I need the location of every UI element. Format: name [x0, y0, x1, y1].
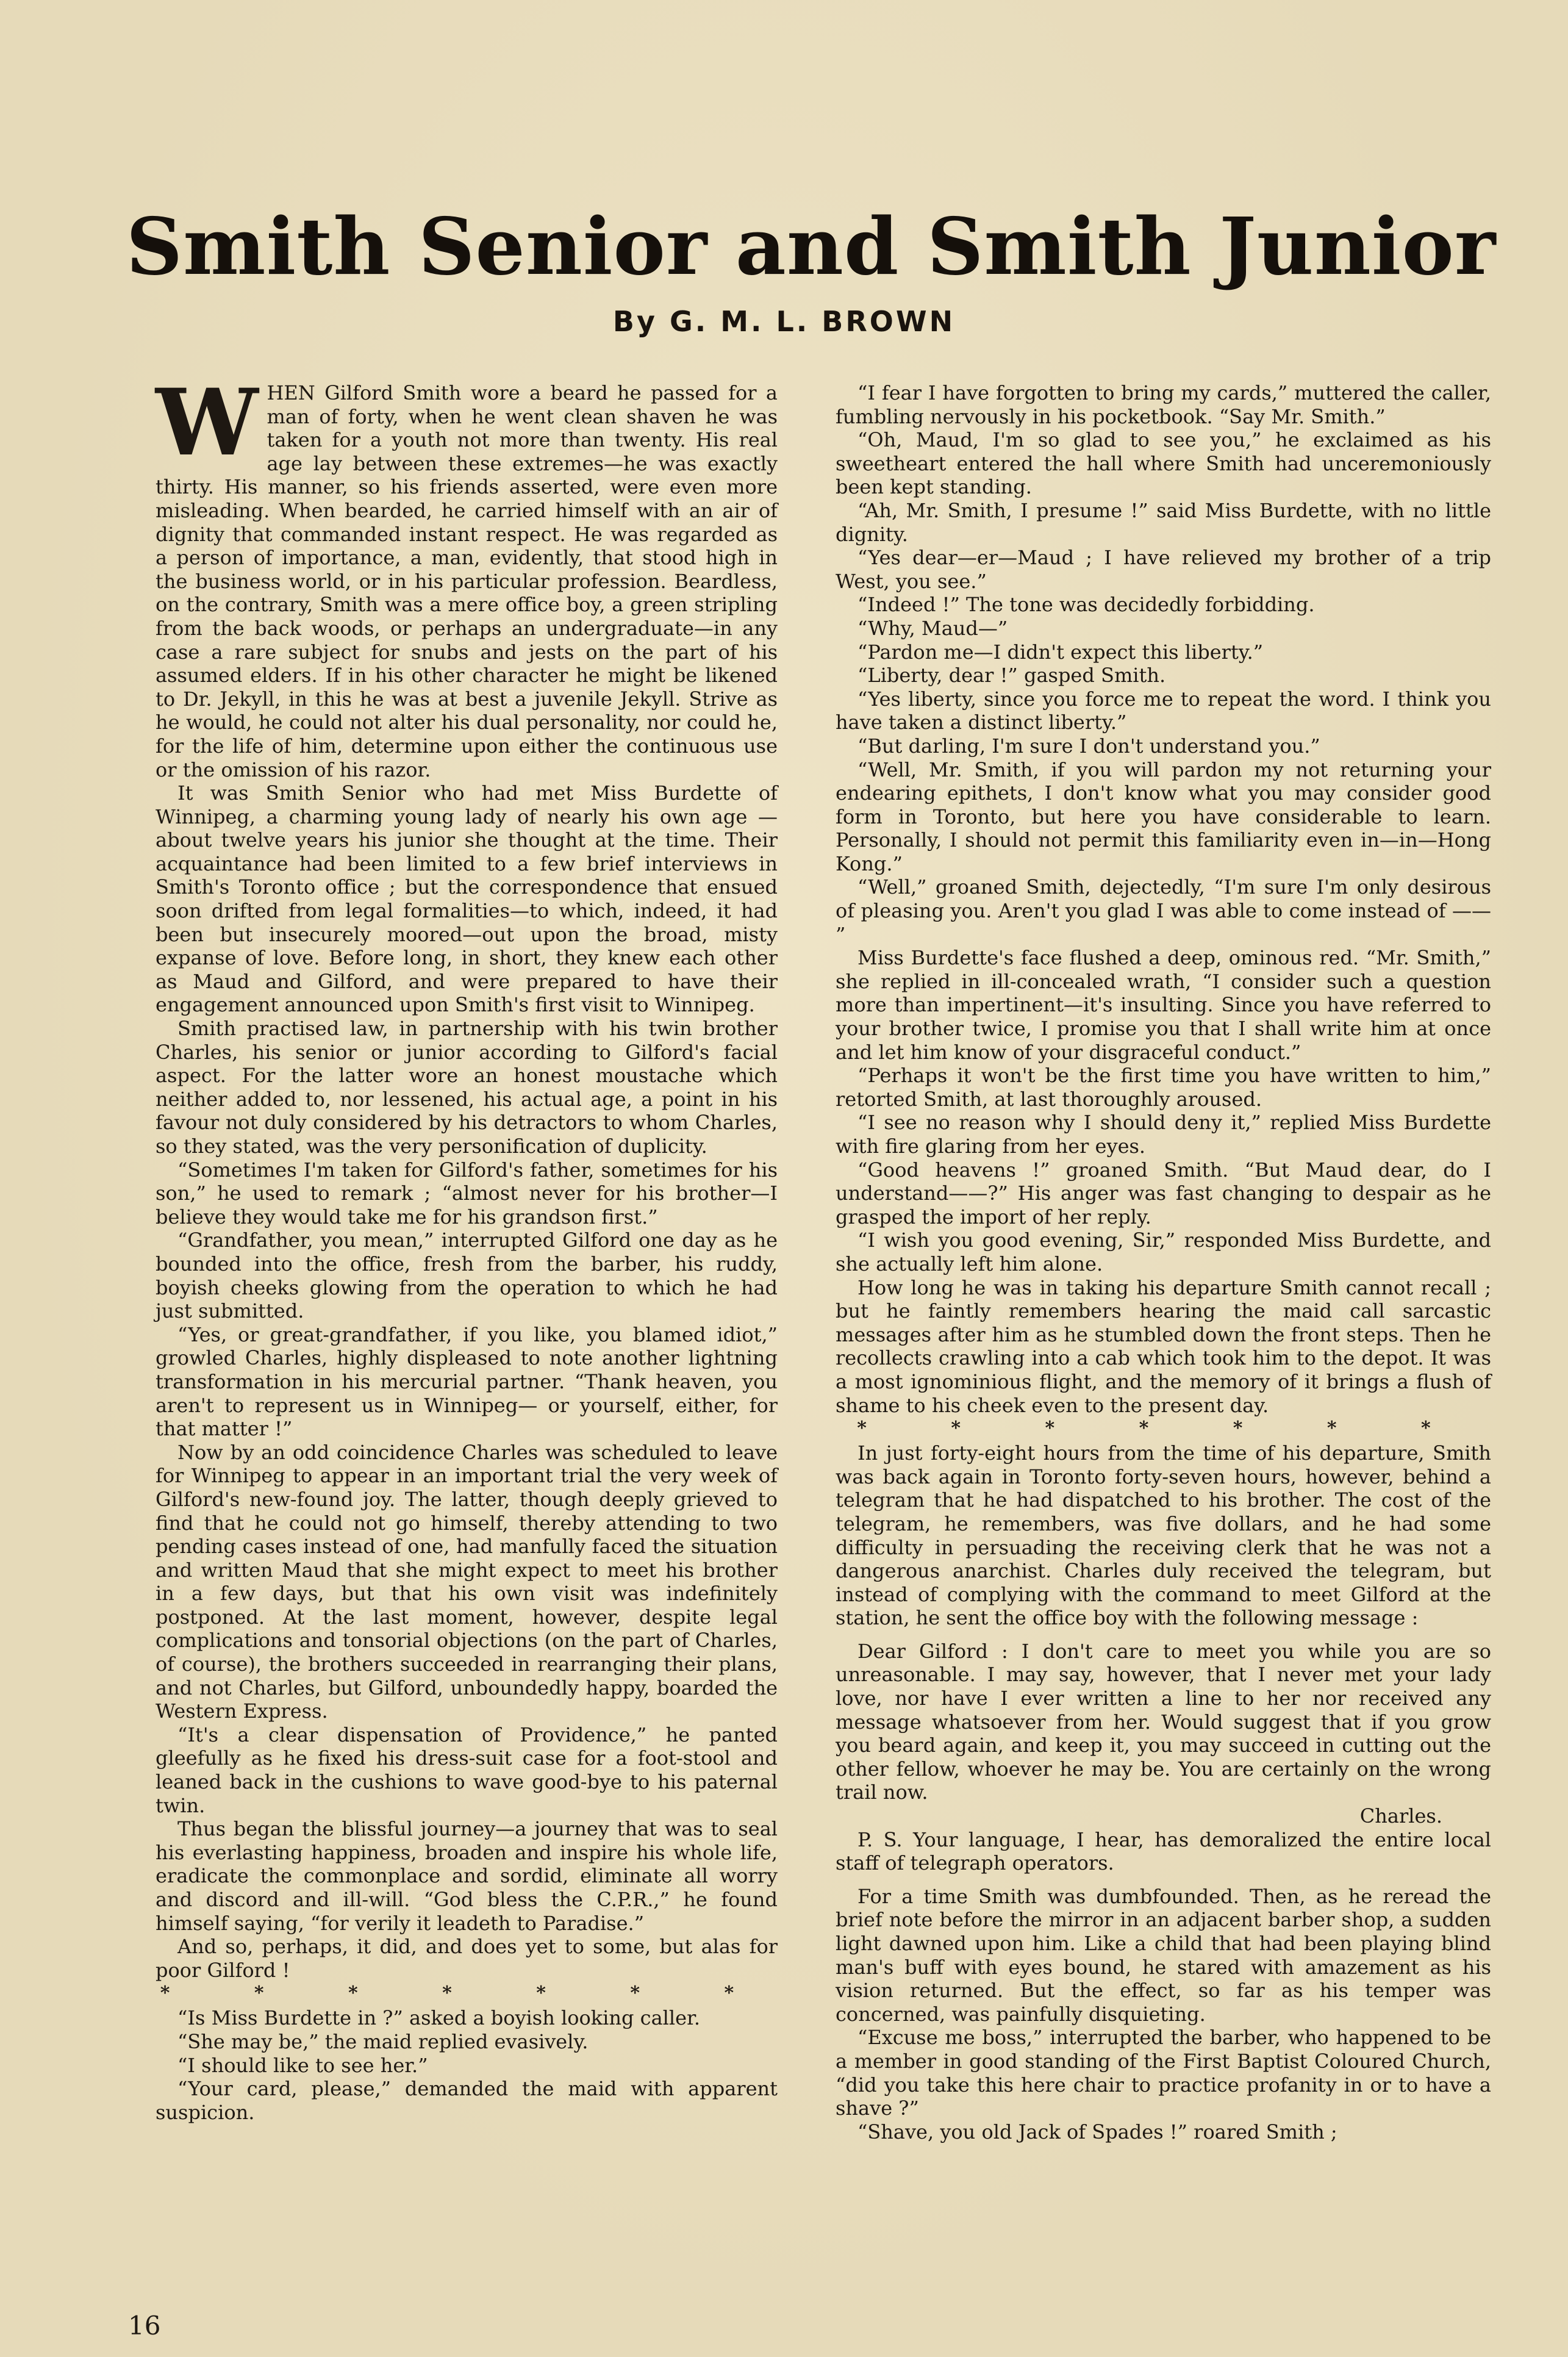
paragraph: It was Smith Senior who had met Miss Burdette of Winnipeg, a charming young lady of nearly his own age —about twelve years his junior she thought at the time. Their acquaintance had been limited to a few brief interviews in Smith's Toronto office ; but the correspondence that ensued soon drifted from legal formalities—to which, indeed, it had been but insecurely moored—out upon the broad, misty expanse of love. Before long, in short, they knew each other as Maud and Gilford, and were prepared to have their engagement announced upon Smith's first visit to Winnipeg. [156, 781, 778, 1017]
opening-paragraph: WHEN Gilford Smith wore a beard he passed for a man of forty, when he went clean shaven he was taken for a youth not more than twenty. His real age lay between these extremes—he was exactly thirty. His manner, so his friends asserted, were even more misleading. When bearded, he carried himself with an air of dignity that commanded instant respect. He was regarded as a person of importance, a man, evidently, that stood high in the business world, or in his particular profession. Beardless, on the contrary, Smith was a mere office boy, a green stripling from the back woods, or perhaps an undergraduate—in any case a rare subject for snubs and jests on the part of his assumed elders. If in his other character he might be likened to Dr. Jekyll, in this he was at best a juvenile Jekyll. Strive as he would, he could not alter his dual personality, nor could he, for the life of him, determine upon either the continuous use or the omission of his razor. [156, 369, 778, 781]
paragraph: Miss Burdette's face flushed a deep, ominous red. “Mr. Smith,” she replied in ill-concealed wrath, “I consider such a question more than impertinent—it's insulting. Since you have referred to your brother twice, I promise you that I shall write him at once and let him know of your disgraceful conduct.” [836, 946, 1491, 1064]
section-break-stars: * * * * * * * [160, 1982, 773, 2004]
paragraph: “Well, Mr. Smith, if you will pardon my not returning your endearing epithets, I don't know what you may consider good form in Toronto, but here you have considerable to learn. Personally, I should not permit this familiarity even in—in—Hong Kong.” [836, 758, 1491, 875]
right-column [836, 381, 1491, 2144]
paragraph: “Pardon me—I didn't expect this liberty.” [857, 640, 1264, 664]
paragraph: “Indeed !” The tone was decidedly forbidding. [857, 593, 1315, 617]
paragraph: “Oh, Maud, I'm so glad to see you,” he exclaimed as his sweetheart entered the hall where Smith had unceremoniously been kept standing. [836, 428, 1491, 499]
byline: By G. M. L. BROWN [612, 305, 956, 338]
paragraph: In just forty-eight hours from the time of his departure, Smith was back again in Toronto forty-seven hours, however, behind a telegram that he had dispatched to his brother. The cost of the telegram, he remembers, was five dollars, and he had some difficulty in persuading the receiving clerk that he was not a dangerous anarchist. Charles duly received the telegram, but instead of complying with the command to meet Gilford at the station, he sent the office boy with the following message : [836, 1441, 1491, 1630]
paragraph: “Excuse me boss,” interrupted the barber, who happened to be a member in good standing of the First Baptist Coloured Church, “did you take this here chair to practice profanity in or to have a shave ?” [836, 2026, 1491, 2120]
section-break-stars: * * * * * * * [857, 1418, 1470, 1440]
paragraph: How long he was in taking his departure Smith cannot recall ; but he faintly remembers hearing the maid call sarcastic messages after him as he stumbled down the front steps. Then he recollects crawling into a cab which took him to the depot. It was a most ignominious flight, and the memory of it brings a flush of shame to his cheek even to the present day. [836, 1275, 1491, 1417]
paragraph: Now by an odd coincidence Charles was scheduled to leave for Winnipeg to appear in an important trial the very week of Gilford's new-found joy. The latter, though deeply grieved to find that he could not go himself, thereby attending to two pending cases instead of one, had manfully faced the situation and written Maud that she might expect to meet his brother in a few days, but that his own visit was indefinitely postponed. At the last moment, however, despite legal complications and tonsorial objections (on the part of Charles, of course), the brothers succeeded in rearranging their plans, and not Charles, but Gilford, unboundedly happy, boarded the Western Express. [156, 1440, 778, 1723]
paragraph: “Shave, you old Jack of Spades !” roared Smith ; [857, 2120, 1337, 2144]
left-column [156, 369, 778, 2124]
paragraph: “Liberty, dear !” gasped Smith. [857, 664, 1166, 687]
paragraph: And so, perhaps, it did, and does yet to some, but alas for poor Gilford ! [156, 1935, 778, 1982]
paragraph: “Yes dear—er—Maud ; I have relieved my brother of a trip West, you see.” [836, 546, 1491, 593]
paragraph: “I should like to see her.” [177, 2053, 428, 2077]
postscript: P. S. Your language, I hear, has demoralized the entire local staff of telegraph operators. [836, 1828, 1491, 1875]
paragraph: “Grandfather, you mean,” interrupted Gilford one day as he bounded into the office, fresh from the barber, his ruddy, boyish cheeks glowing from the operation to which he had just submitted. [156, 1229, 778, 1323]
paragraph: Smith practised law, in partnership with his twin brother Charles, his senior or junior according to Gilford's facial aspect. For the latter wore an honest moustache which neither added to, nor lessened, his actual age, a point in his favour not duly considered by his detractors to whom Charles, so they stated, was the very personification of duplicity. [156, 1017, 778, 1158]
drop-cap: W [156, 369, 259, 476]
article-title: Smith Senior and Smith Junior [126, 201, 1497, 293]
paragraph: “Yes liberty, since you force me to repeat the word. I think you have taken a distinct liberty.” [836, 687, 1491, 734]
paragraph: “Sometimes I'm taken for Gilford's father, sometimes for his son,” he used to remark ; “almost never for his brother—I believe they would take me for his grandson first.” [156, 1158, 778, 1229]
paragraph: “But darling, I'm sure I don't understand you.” [857, 734, 1320, 758]
paragraph: “I see no reason why I should deny it,” replied Miss Burdette with fire glaring from her eyes. [836, 1111, 1491, 1158]
paragraph: For a time Smith was dumbfounded. Then, as he reread the brief note before the mirror in an adjacent barber shop, a sudden light dawned upon him. Like a child that had been playing blind man's buff with eyes bound, he stared with amazement as his vision returned. But the effect, so far as his temper was concerned, was painfully disquieting. [836, 1884, 1491, 2026]
paragraph: “Is Miss Burdette in ?” asked a boyish looking caller. [177, 2006, 700, 2030]
paragraph: “Yes, or great-grandfather, if you like, you blamed idiot,” growled Charles, highly displeased to note another lightning transformation in his mercurial partner. “Thank heaven, you aren't to represent us in Winnipeg— or yourself, either, for that matter !” [156, 1322, 778, 1441]
letter-body: Dear Gilford : I don't care to meet you while you are so unreasonable. I may say, however, that I never met your lady love, nor have I ever written a line to her nor received any message whatsoever from her. Would suggest that if you grow you beard again, and keep it, you may succeed in cutting out the other fellow, whoever he may be. You are certainly on the wrong trail now. [836, 1639, 1491, 1804]
paragraph: “Well,” groaned Smith, dejectedly, “I'm sure I'm only desirous of pleasing you. Aren't you glad I was able to come instead of —— ” [836, 875, 1491, 946]
paragraph: “It's a clear dispensation of Providence,” he panted gleefully as he fixed his dress-suit case for a foot-stool and leaned back in the cushions to wave good-bye to his paternal twin. [156, 1723, 778, 1817]
paragraph: “I fear I have forgotten to bring my cards,” muttered the caller, fumbling nervously in his pocketbook. “Say Mr. Smith.” [836, 381, 1491, 428]
paragraph: “Ah, Mr. Smith, I presume !” said Miss Burdette, with no little dignity. [836, 498, 1491, 546]
paragraph: “Your card, please,” demanded the maid with apparent suspicion. [156, 2077, 778, 2124]
paragraph: “Good heavens !” groaned Smith. “But Maud dear, do I understand——?” His anger was fast changing to despair as he grasped the import of her reply. [836, 1158, 1491, 1229]
paragraph: “She may be,” the maid replied evasively. [177, 2029, 589, 2053]
paragraph: Thus began the blissful journey—a journey that was to seal his everlasting happiness, broaden and inspire his whole life, eradicate the commonplace and sordid, eliminate all worry and discord and ill-will. “God bless the C.P.R.,” he found himself saying, “for verily it leadeth to Paradise.” [156, 1817, 778, 1935]
paragraph: “Perhaps it won't be the first time you have written to him,” retorted Smith, at last thoroughly aroused. [836, 1064, 1491, 1111]
paragraph: “I wish you good evening, Sir,” responded Miss Burdette, and she actually left him alone. [836, 1229, 1491, 1275]
page-number: 16 [128, 2311, 161, 2341]
letter-signature: Charles. [1359, 1804, 1442, 1828]
paragraph: “Why, Maud—” [857, 616, 1008, 640]
